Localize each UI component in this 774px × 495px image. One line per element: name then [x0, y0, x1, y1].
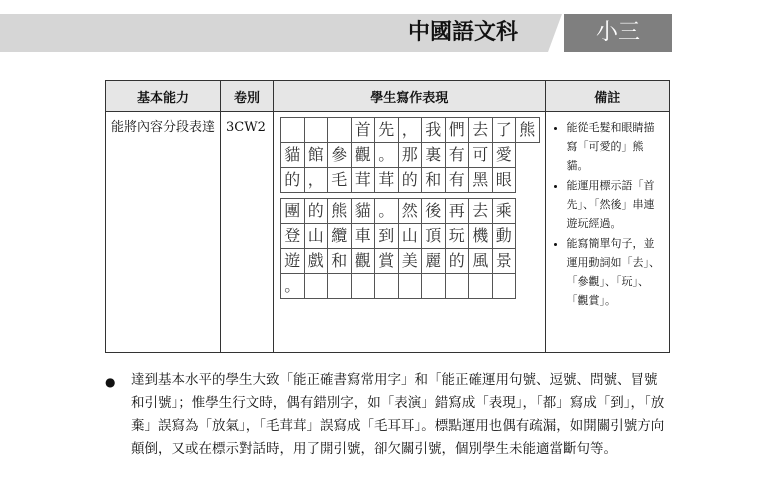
handwriting-cell: 遊	[280, 248, 305, 274]
handwriting-cell: 戲	[304, 248, 329, 274]
handwriting-cell: 和	[421, 167, 446, 193]
handwriting-cell: 頂	[421, 223, 446, 249]
header-bar-tip	[548, 14, 562, 52]
handwriting-cell	[421, 273, 446, 299]
handwriting-cell: 。	[374, 142, 399, 168]
handwriting-cell: 那	[398, 142, 423, 168]
handwriting-cell: 茸	[374, 167, 399, 193]
handwriting-row	[281, 224, 540, 249]
handwriting-cell: 乘	[492, 198, 517, 224]
handwriting-cell: 然	[398, 198, 423, 224]
handwriting-cell: 的	[280, 167, 305, 193]
col-header-performance: 學生寫作表現	[274, 81, 546, 112]
handwriting-cell: 山	[398, 223, 423, 249]
handwriting-cell: 的	[445, 248, 470, 274]
handwriting-cell: 可	[468, 142, 493, 168]
cell-remarks	[545, 112, 670, 353]
handwriting-cell: 茸	[351, 167, 376, 193]
handwriting-cell: 愛	[492, 142, 517, 168]
cell-handwriting	[274, 112, 546, 353]
handwriting-cell	[304, 273, 329, 299]
handwriting-cell: 後	[421, 198, 446, 224]
handwriting-row	[281, 274, 540, 299]
handwriting-cell: 機	[468, 223, 493, 249]
handwriting-cell: 到	[374, 223, 399, 249]
handwriting-cell: 有	[445, 142, 470, 168]
handwriting-cell: ，	[398, 117, 423, 143]
handwriting-row	[281, 143, 540, 168]
handwriting-block	[279, 199, 540, 299]
handwriting-cell: 。	[280, 273, 305, 299]
handwriting-cell: 的	[398, 167, 423, 193]
remarks-list	[551, 118, 665, 310]
handwriting-cell	[492, 273, 517, 299]
handwriting-cell: 我	[421, 117, 446, 143]
handwriting-cell: 觀	[351, 142, 376, 168]
handwriting-cell: 眼	[492, 167, 517, 193]
handwriting-cell: 風	[468, 248, 493, 274]
handwriting-cell	[398, 273, 423, 299]
handwriting-cell: 賞	[374, 248, 399, 274]
page-title: 中國語文科	[407, 20, 518, 45]
handwriting-cell: 去	[468, 117, 493, 143]
handwriting-row	[281, 249, 540, 274]
remark-item: • 能寫簡單句子，並運用動詞如「去」、「參觀」、「玩」、「觀賞」。	[567, 234, 665, 310]
handwriting-cell: 動	[492, 223, 517, 249]
remark-item: • 能從毛髮和眼睛描寫「可愛的」熊貓。	[567, 118, 665, 175]
handwriting-cell: 登	[280, 223, 305, 249]
handwriting-cell: 毛	[327, 167, 352, 193]
handwriting-cell: 貓	[280, 142, 305, 168]
summary-bullet: ●	[105, 375, 116, 389]
handwriting-cell: 和	[327, 248, 352, 274]
handwriting-row	[281, 199, 540, 224]
handwriting-sample	[279, 118, 540, 299]
handwriting-cell	[327, 117, 352, 143]
handwriting-cell: 景	[492, 248, 517, 274]
handwriting-cell	[327, 273, 352, 299]
handwriting-row	[281, 168, 540, 193]
handwriting-cell: 山	[304, 223, 329, 249]
handwriting-cell: ，	[304, 167, 329, 193]
handwriting-cell: 首	[351, 117, 376, 143]
handwriting-cell: 貓	[351, 198, 376, 224]
handwriting-cell: 的	[304, 198, 329, 224]
handwriting-cell: 麗	[421, 248, 446, 274]
handwriting-cell: 觀	[351, 248, 376, 274]
handwriting-cell	[304, 117, 329, 143]
handwriting-row	[281, 118, 540, 143]
assessment-table	[105, 80, 670, 353]
table-header-row	[106, 81, 670, 112]
summary-text: 達到基本水平的學生大致「能正確書寫常用字」和「能正確運用句號、逗號、問號、冒號和引號」；惟學生行文時，偶有錯別字，如「表演」錯寫成「表現」，「都」寫成「到」，「放棄」誤寫為「放氣」，「毛茸茸」誤寫成「毛耳耳」。標點運用也偶有疏漏，如開關引號方向顛倒，又或在標示對話時，用了開引號，卻欠關引號，個別學生未能適當斷句等。	[131, 372, 665, 457]
handwriting-cell	[445, 273, 470, 299]
handwriting-cell: 團	[280, 198, 305, 224]
handwriting-cell: 纜	[327, 223, 352, 249]
handwriting-cell: 熊	[515, 117, 540, 143]
handwriting-cell: 參	[327, 142, 352, 168]
handwriting-cell: 館	[304, 142, 329, 168]
col-header-ability: 基本能力	[106, 81, 221, 112]
handwriting-cell: 玩	[445, 223, 470, 249]
handwriting-cell	[280, 117, 305, 143]
handwriting-cell: 黑	[468, 167, 493, 193]
handwriting-cell: 有	[445, 167, 470, 193]
table-row	[106, 112, 670, 353]
cell-ability: 能將內容分段表達	[106, 112, 221, 353]
handwriting-cell	[351, 273, 376, 299]
col-header-paper: 卷別	[221, 81, 274, 112]
col-header-remarks: 備註	[545, 81, 670, 112]
remark-item: • 能運用標示語「首先」、「然後」串連遊玩經過。	[567, 176, 665, 233]
handwriting-cell: 了	[492, 117, 517, 143]
handwriting-cell: 先	[374, 117, 399, 143]
handwriting-cell: 。	[374, 198, 399, 224]
handwriting-cell: 裏	[421, 142, 446, 168]
handwriting-cell: 美	[398, 248, 423, 274]
handwriting-cell	[374, 273, 399, 299]
handwriting-block	[279, 118, 540, 193]
cell-paper: 3CW2	[221, 112, 274, 353]
handwriting-cell: 去	[468, 198, 493, 224]
handwriting-cell: 熊	[327, 198, 352, 224]
handwriting-cell	[468, 273, 493, 299]
grade-badge: 小三	[564, 14, 672, 52]
handwriting-cell: 車	[351, 223, 376, 249]
handwriting-cell: 們	[445, 117, 470, 143]
handwriting-cell: 再	[445, 198, 470, 224]
